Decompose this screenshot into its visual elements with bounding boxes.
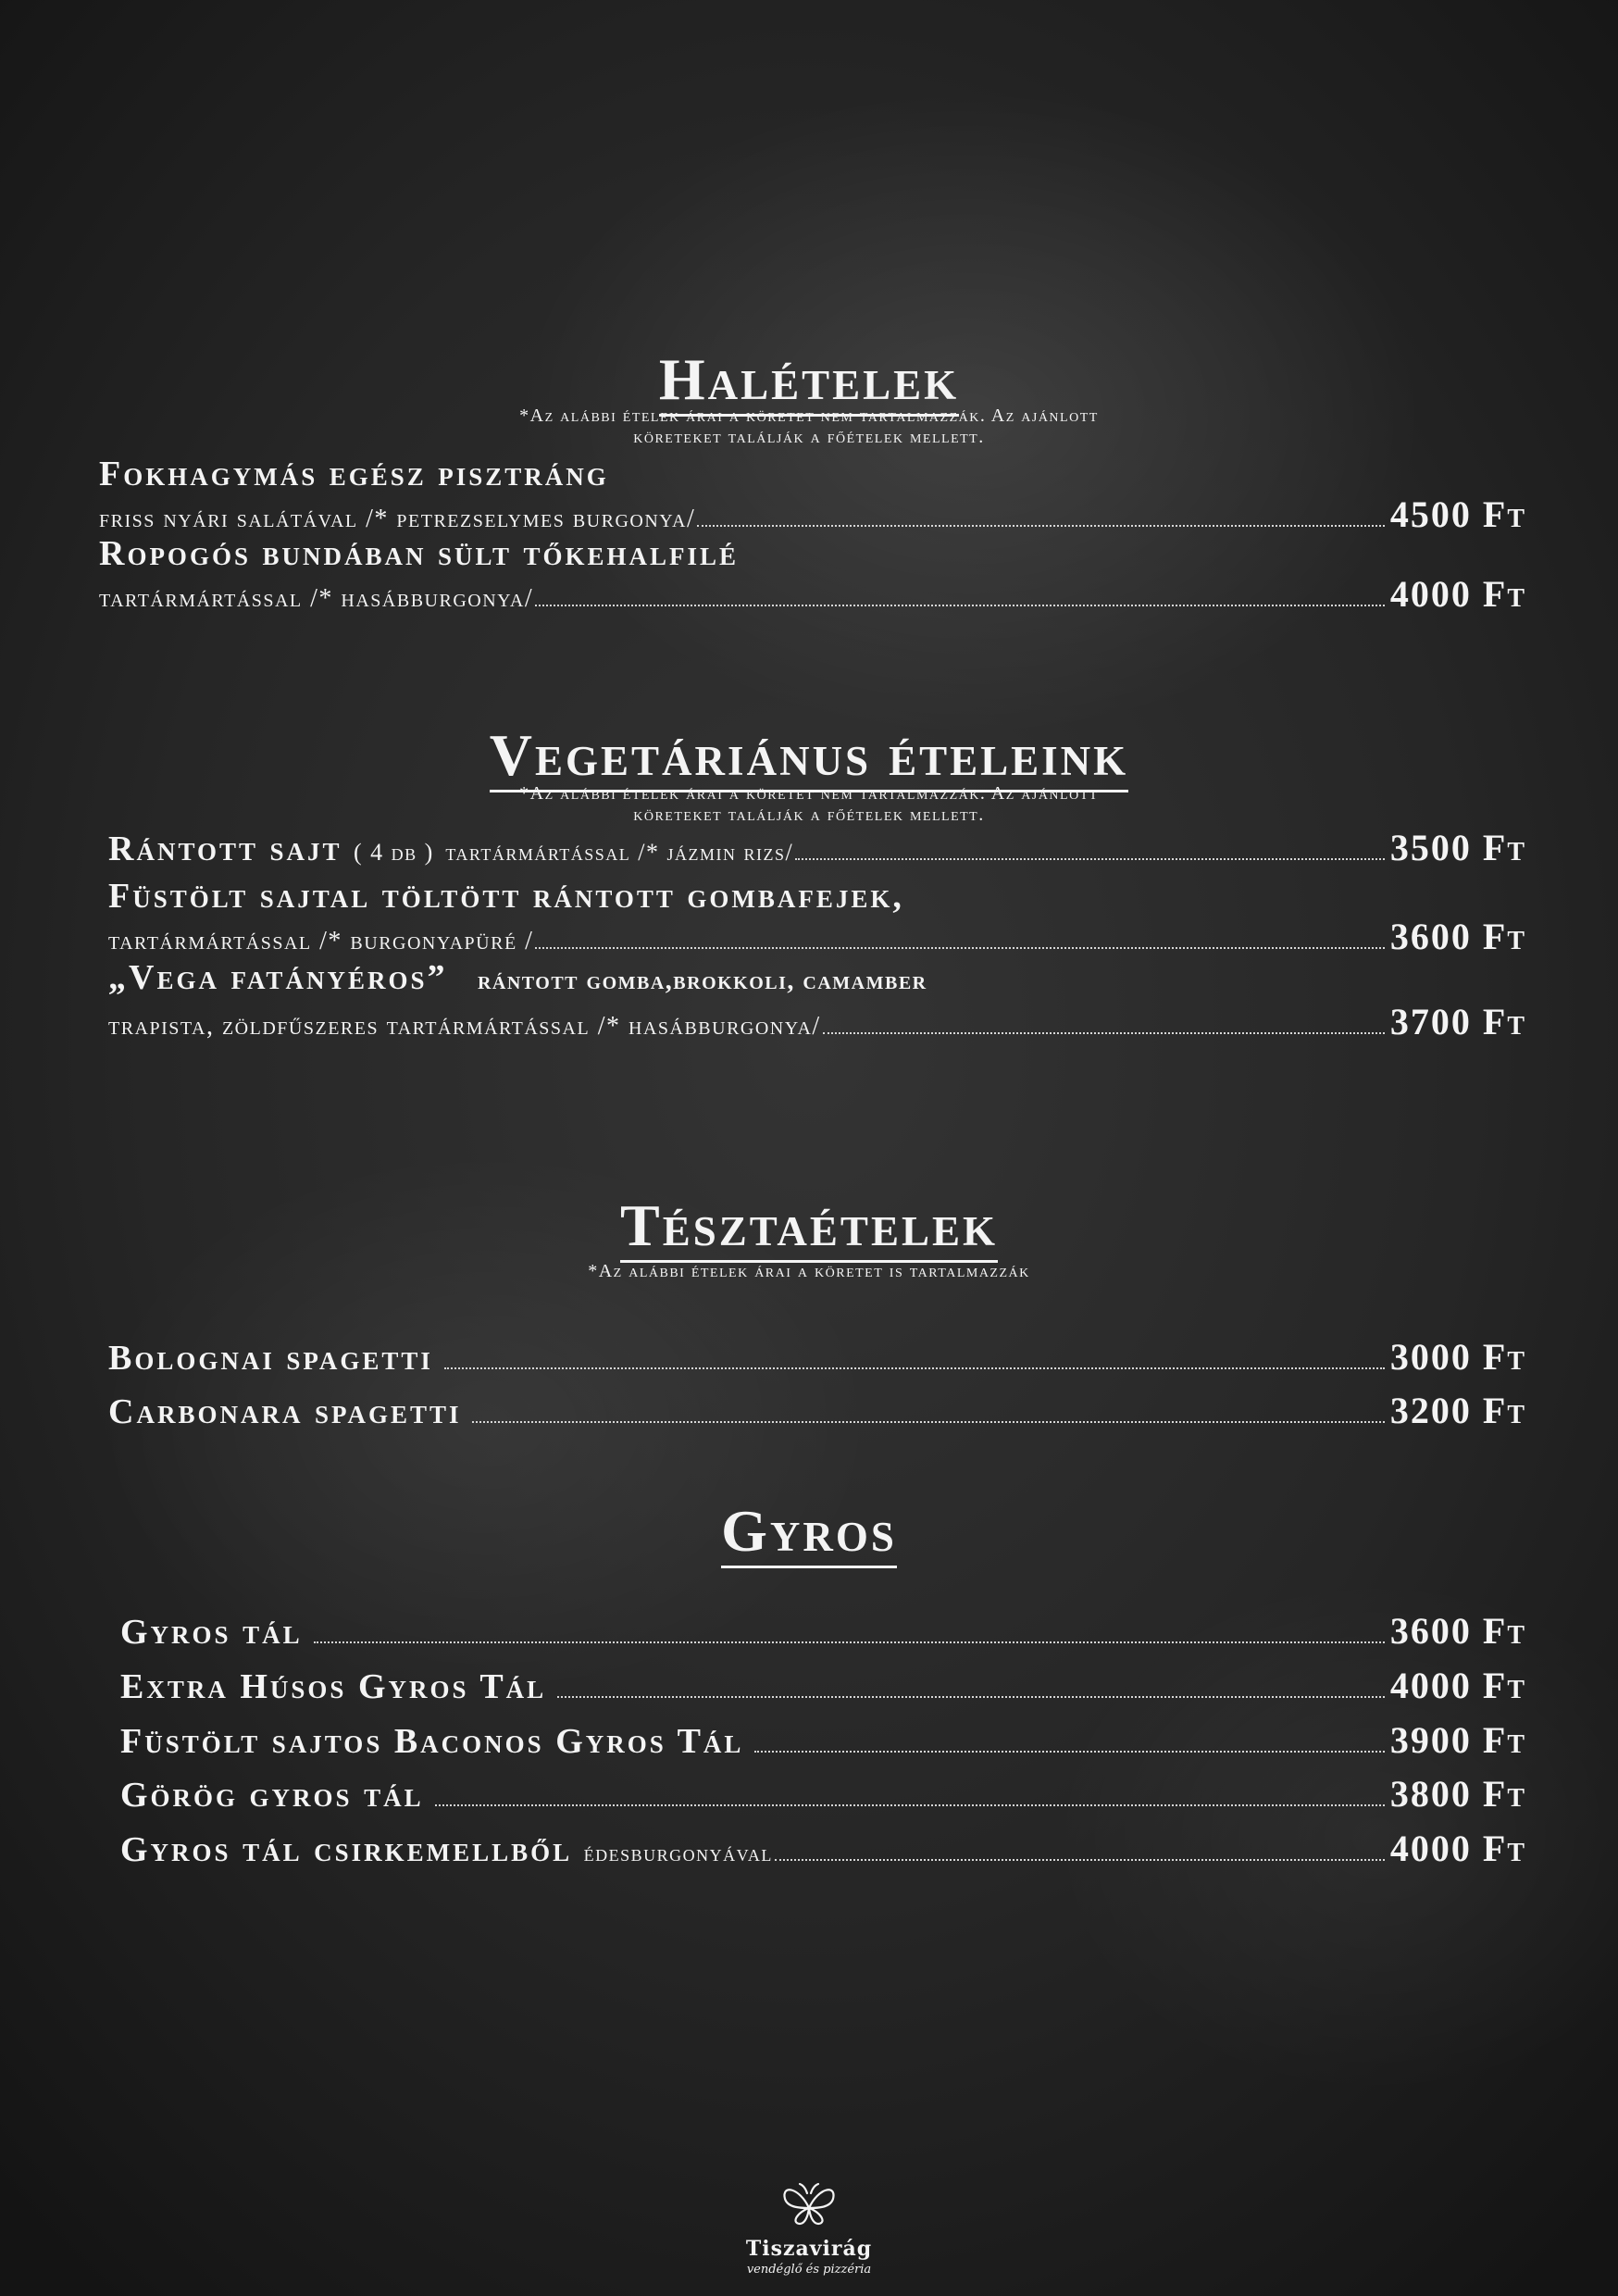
section-note: [0, 783, 1618, 826]
item-price: 3600 Ft: [1389, 916, 1526, 957]
dot-leader: [775, 1859, 1385, 1861]
section-title-text: Gyros: [721, 1498, 897, 1568]
section-title-text: Halételek: [659, 346, 959, 417]
item-price: 3700 Ft: [1389, 1001, 1526, 1042]
logo-name: Tiszavirág: [745, 2237, 873, 2261]
item-price: 3600 Ft: [1389, 1610, 1526, 1652]
menu-item: [99, 535, 1526, 616]
logo-subtitle: vendéglő és pizzéria: [746, 2263, 872, 2277]
dot-leader: [795, 858, 1385, 860]
item-name-text: Gyros tál csirkemellből: [120, 1830, 573, 1869]
section-note: [0, 406, 1618, 448]
item-name: Ropogós bundában sült tőkehalfilé: [99, 534, 740, 573]
dot-leader: [697, 525, 1385, 527]
restaurant-logo: [0, 2180, 1618, 2277]
item-name: Fokhagymás egész pisztráng: [99, 455, 609, 493]
item-name-text: Rántott sajt: [108, 830, 342, 868]
item-row: [120, 1718, 1526, 1762]
note-line: köreteket találják a főételek mellett.: [633, 427, 985, 447]
section-title-tesztaetelek: [0, 1192, 1618, 1258]
butterfly-icon: [772, 2180, 846, 2228]
item-name: Füstölt sajtal töltött rántott gombafejek,: [108, 877, 904, 916]
section-title-text: Tésztaételek: [620, 1192, 998, 1263]
item-row: [108, 1000, 1526, 1043]
section-title-vegetarianus: [0, 722, 1618, 788]
item-price: 3500 Ft: [1389, 827, 1526, 868]
item-name: [120, 1829, 773, 1870]
note-line: *Az alábbi ételek árai a köretet is tartalmazzák: [588, 1261, 1030, 1281]
item-description: friss nyári salátával /* petrezselymes burgonya/: [99, 505, 696, 533]
item-row: [108, 1335, 1526, 1379]
item-extra: rántott gomba,brokkoli, camamber: [477, 967, 927, 995]
item-name: [108, 829, 793, 869]
item-row: [120, 1772, 1526, 1816]
item-price: 3900 Ft: [1389, 1719, 1526, 1761]
item-row: [108, 826, 1526, 869]
dot-leader: [535, 947, 1384, 949]
dot-leader: [435, 1804, 1385, 1806]
dot-leader: [754, 1751, 1384, 1753]
item-name: „Vega fatányéros”: [108, 958, 448, 997]
section-title-text: Vegetáriánus ételeink: [490, 722, 1128, 792]
item-price: 4000 Ft: [1389, 1828, 1526, 1869]
menu-item: [108, 959, 1526, 1043]
item-count: ( 4 db ): [354, 839, 434, 866]
item-extra: édesburgonyával: [583, 1840, 773, 1866]
menu-item: [120, 1664, 1526, 1707]
item-row: [108, 915, 1526, 958]
item-description: trapista, zöldfűszeres tartármártással /* hasábburgonya/: [108, 1012, 821, 1041]
item-price: 3200 Ft: [1389, 1390, 1526, 1431]
item-name: Görög gyros tál: [120, 1776, 424, 1815]
note-line: köreteket találják a főételek mellett.: [633, 805, 985, 825]
menu-item: [99, 455, 1526, 536]
menu-item: [108, 1335, 1526, 1379]
section-title-haletelek: [0, 346, 1618, 412]
menu-item: [120, 1827, 1526, 1870]
item-row: [120, 1827, 1526, 1870]
item-name: Bolognai spagetti: [108, 1339, 433, 1378]
item-price: 4000 Ft: [1389, 1665, 1526, 1706]
item-name: Gyros tál: [120, 1613, 303, 1652]
section-note: [0, 1261, 1618, 1282]
item-name: Extra Húsos Gyros Tál: [120, 1667, 547, 1706]
dot-leader: [472, 1421, 1384, 1423]
menu-item: [108, 826, 1526, 869]
section-title-gyros: [0, 1498, 1618, 1564]
menu-item: [120, 1609, 1526, 1653]
note-line: *Az alábbi ételek árai a köretet nem tartalmazzák. Az ajánlott: [519, 406, 1099, 426]
item-row: [120, 1664, 1526, 1707]
item-price: 4000 Ft: [1389, 573, 1526, 615]
dot-leader: [557, 1696, 1385, 1698]
item-name-row: [108, 959, 1526, 1000]
menu-item: [120, 1772, 1526, 1816]
item-row: [120, 1609, 1526, 1653]
item-row: [99, 493, 1526, 536]
item-description: tartármártással /* burgonyapüré /: [108, 927, 534, 955]
item-price: 4500 Ft: [1389, 493, 1526, 535]
item-name: Carbonara spagetti: [108, 1392, 462, 1431]
dot-leader: [823, 1032, 1385, 1034]
item-description: tartármártással /* hasábburgonya/: [99, 584, 534, 613]
item-row: [99, 572, 1526, 616]
item-name: Füstölt sajtos Baconos Gyros Tál: [120, 1722, 744, 1761]
dot-leader: [314, 1641, 1385, 1643]
dot-leader: [444, 1367, 1385, 1369]
menu-item: [120, 1718, 1526, 1762]
item-price: 3000 Ft: [1389, 1336, 1526, 1378]
note-line: *Az alábbi ételek árai a köretet nem tartalmazzák. Az ajánlott: [519, 783, 1099, 804]
dot-leader: [535, 605, 1385, 606]
menu-item: [108, 878, 1526, 958]
menu-item: [108, 1389, 1526, 1432]
item-row: [108, 1389, 1526, 1432]
item-price: 3800 Ft: [1389, 1773, 1526, 1815]
item-description: tartármártással /* jázmin rizs/: [445, 839, 794, 866]
